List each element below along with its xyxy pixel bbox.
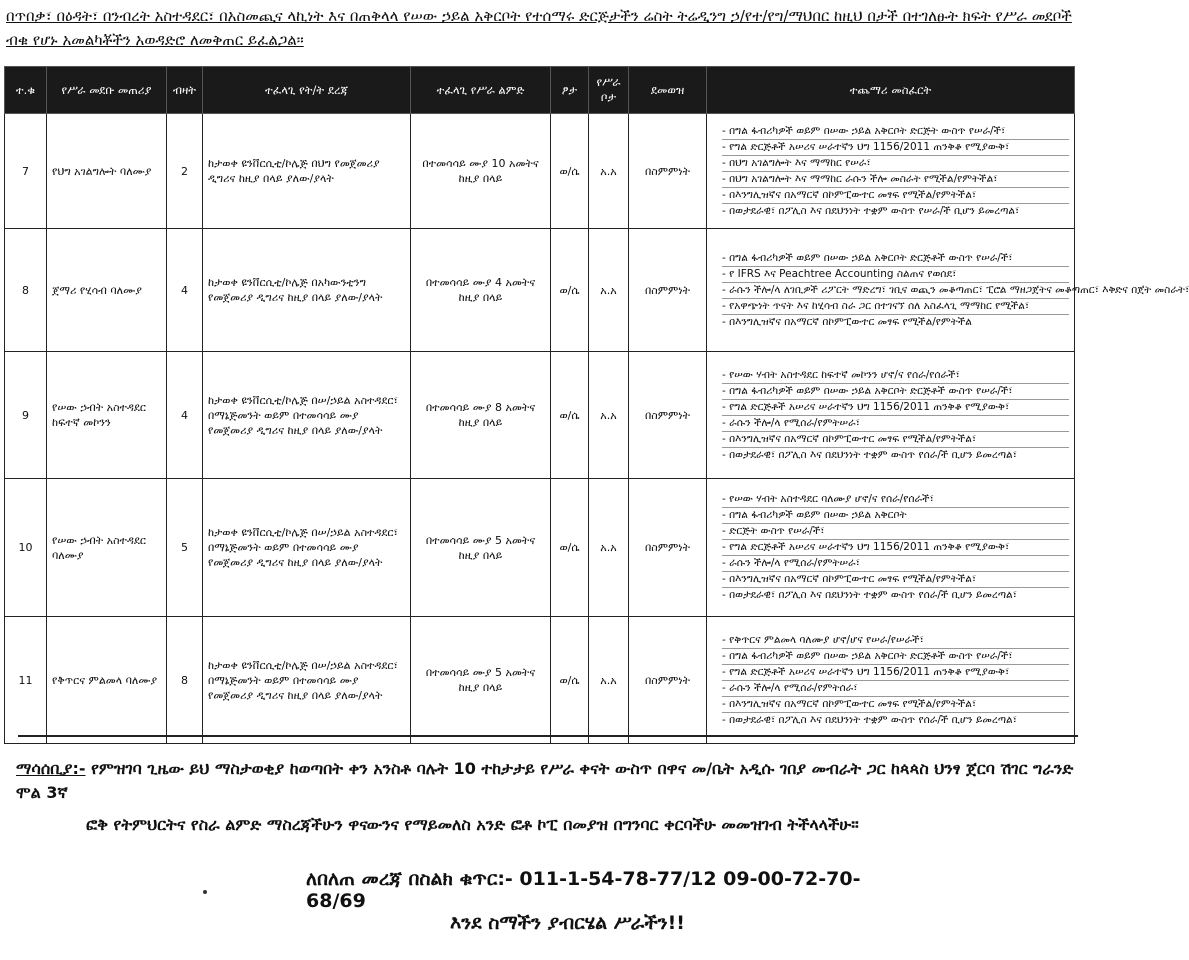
table-row: [5, 479, 1075, 617]
requirement-item: - ራሱን ችሎ/ላ ለገቢዎች ሪፖርት ማድረግ፣ ገቢና ወጪን መቆጣጠር፣ ፒሮል ማዘጋጀትና መቆጣጠር፣ እቅድና በጀት መስራት፣: [722, 283, 1069, 299]
requirement-item: - በግል ፋብሪካዎች ወይም በሠው ኃይል አቅርቦት: [722, 508, 1069, 524]
cell-requirements: [707, 479, 1075, 617]
cell-qty: 4: [167, 352, 203, 479]
cell-salary: በስምምነት: [629, 352, 707, 479]
requirement-item: - በግል ፋብሪካዎች ወይም በሠው ኃይል አቅርቦት ድርጅቶች ውስጥ የሠራ/ች፣: [722, 384, 1069, 400]
requirement-item: - የግል ድርጅቶች አሠሪና ሠራተኛን ህግ 1156/2011 ጠንቅቆ የሚያውቅ፣: [722, 540, 1069, 556]
table-header-row: [5, 67, 1075, 114]
cell-education: ከታወቀ ዩንቨርሲቲ/ኮሌጅ በህግ የመጀመሪያ ዲግሪና ከዚያ በላይ ያለው/ያላት: [203, 114, 411, 229]
cell-requirements: [707, 352, 1075, 479]
cell-title: የቅጥርና ምልመላ ባለሙያ: [47, 617, 167, 744]
cell-place: አ.አ: [589, 479, 629, 617]
cell-title: ጀማሪ የሂሳብ ባለሙያ: [47, 229, 167, 352]
stray-dot: [203, 890, 207, 894]
cell-education: ከታወቀ ዩንቨርሲቲ/ኮሌጅ በአካውንቲንግ የመጀመሪያ ዲግሪና ከዚያ በላይ ያለው/ያላት: [203, 229, 411, 352]
requirement-item: - የቅጥርና ምልመላ ባለሙያ ሆኖ/ሆና የሠራ/የሠራች፣: [722, 633, 1069, 649]
cell-experience: በተመሳሳይ ሙያ 5 አመትና ከዚያ በላይ: [411, 479, 551, 617]
header-requirements: ተጨማሪ መስፈርት: [707, 67, 1075, 114]
table-row: [5, 617, 1075, 744]
requirements-list: [712, 368, 1069, 463]
cell-salary: በስምምነት: [629, 229, 707, 352]
requirement-item: - ራሱን ችሎ/ላ የሚሰራ/የምትሠራ፣: [722, 556, 1069, 572]
cell-title: የሠው ኃብት አስተዳደር ባለሙያ: [47, 479, 167, 617]
cell-no: 10: [5, 479, 47, 617]
cell-place: አ.አ: [589, 114, 629, 229]
note-text-1: የምዝገባ ጊዜው ይህ ማስታወቂያ ከወጣበት ቀን አንስቶ ባሉት 10 ተከታታይ የሥራ ቀናት ውስጥ በዋና መ/ቤት አዲሱ ገበያ መብራት ጋር ከጳጳስ ህንፃ ጀርባ ሽገር ግራንድ ሞል 3ኛ: [16, 759, 1074, 802]
cell-qty: 5: [167, 479, 203, 617]
header-salary: ደመወዝ: [629, 67, 707, 114]
requirement-item: - በግል ፋብሪካዎች ወይም በሠው ኃይል አቅርቦት ድርጅቶች ውስጥ የሠራ/ች፣: [722, 649, 1069, 665]
cell-place: አ.አ: [589, 352, 629, 479]
vacancy-table: [4, 66, 1189, 744]
requirement-item: - በወታደራዊ፣ በፖሊስ እና በደህንነት ተቋም ውስጥ የሰራ/ች ቢሆን ይመረጣል፣: [722, 588, 1069, 603]
cell-requirements: [707, 617, 1075, 744]
note-line-1: [16, 757, 1076, 805]
requirement-item: - በእንግሊዝኛና በአማርኛ በኮምፒውተር መፃፍ የሚችል/የምትችል፣: [722, 432, 1069, 448]
cell-qty: 2: [167, 114, 203, 229]
requirement-item: - በእንግሊዝኛና በአማርኛ በኮምፒውተር መፃፍ የሚችል/የምትችል፣: [722, 697, 1069, 713]
requirement-item: - በህግ አገልግሎት እና ማማከር ራሱን ችሎ መስራት የሚችል/የምትችል፣: [722, 172, 1069, 188]
closing-slogan: እንደ ስማችን ያብርሄል ሥራችን!!: [450, 912, 685, 934]
intro-paragraph: በጥበቃ፣ በዕዳት፣ በንብረት አስተዳደር፣ በአስመጪና ላኪነት እና በጠቅላላ የሠው ኃይል አቅርቦት የተሰማሩ ድርጅታችን ሬስት ትሬዲንግ ኃ/የተ/የግ/ማህበር ከዚህ በታች በተገለፁት ክፍት የሥራ መደቦች ብቁ የሆኑ አመልካቾችን አወዳድሮ ለመቅጠር ይፈልጋል።: [6, 7, 1072, 49]
header-place: የሥራ ቦታ: [589, 67, 629, 114]
cell-experience: በተመሳሳይ ሙያ 5 አመትና ከዚያ በላይ: [411, 617, 551, 744]
cell-salary: በስምምነት: [629, 617, 707, 744]
requirement-item: - የሠው ሃብት አስተዳደር ባለሙያ ሆኖ/ና የሰራ/የሰራች፣: [722, 492, 1069, 508]
note-line-2: ፎቅ የትምህርትና የስራ ልምድ ማስረጃችሁን ዋናውንና የማይመለስ አንድ ፎቶ ኮፒ በመያዝ በግንባር ቀርባችሁ መመዝገብ ትችላላችሁ።: [86, 815, 859, 834]
header-qty: ብዛት: [167, 67, 203, 114]
cell-no: 8: [5, 229, 47, 352]
requirement-item: - የሠው ሃብት አስተዳደር ከፍተኛ መኮንን ሆኖ/ና የሰራ/የሰራች፣: [722, 368, 1069, 384]
cell-sex: ወ/ሴ: [551, 352, 589, 479]
vacancy-table-container: [4, 66, 1189, 744]
cell-qty: 4: [167, 229, 203, 352]
requirement-item: - የግል ድርጅቶች አሠሪና ሠራተኛን ህግ 1156/2011 ጠንቅቆ የሚያውቅ፣: [722, 665, 1069, 681]
cell-salary: በስምምነት: [629, 114, 707, 229]
cell-education: ከታወቀ ዩንቨርሲቲ/ኮሌጅ በሠ/ኃይል አስተዳደር፣ በማኔጅመንት ወይም በተመሳሳይ ሙያ የመጀመሪያ ዲግሪና ከዚያ በላይ ያለው/ያላት: [203, 617, 411, 744]
header-title: የሥራ መደቡ መጠሪያ: [47, 67, 167, 114]
requirement-item: - የግል ድርጅቶች አሠሪና ሠራተኛን ህግ 1156/2011 ጠንቅቆ የሚያውቅ፣: [722, 400, 1069, 416]
requirements-list: [712, 633, 1069, 728]
requirement-item: - በወታደራዊ፣ በፖሊስ እና በደህንነት ተቋም ውስጥ የሰራ/ች ቢሆን ይመረጣል፣: [722, 713, 1069, 728]
requirement-item: - በወታደራዊ፣ በፖሊስ እና በደህንነት ተቋም ውስጥ የሰራ/ች ቢሆን ይመረጣል፣: [722, 448, 1069, 463]
table-row: [5, 114, 1075, 229]
note-label: ማሳሰቢያ:-: [16, 759, 86, 778]
cell-sex: ወ/ሴ: [551, 229, 589, 352]
requirements-list: [712, 251, 1189, 330]
cell-place: አ.አ: [589, 617, 629, 744]
header-sex: ፆታ: [551, 67, 589, 114]
cell-experience: በተመሳሳይ ሙያ 4 አመትና ከዚያ በላይ: [411, 229, 551, 352]
cell-requirements: [707, 229, 1189, 352]
footer-divider: [18, 735, 1078, 737]
requirement-item: - ራሱን ችሎ/ላ የሚሰራ/የምትሠራ፣: [722, 416, 1069, 432]
requirement-item: - በህግ አገልግሎት እና ማማከር የሠራ፣: [722, 156, 1069, 172]
cell-no: 9: [5, 352, 47, 479]
header-experience: ተፈላጊ የሥራ ልምድ: [411, 67, 551, 114]
requirement-item: - የግል ድርጅቶች አሠሪና ሠራተኛን ህግ 1156/2011 ጠንቅቆ የሚያውቅ፣: [722, 140, 1069, 156]
header-no: ተ.ቁ: [5, 67, 47, 114]
requirements-list: [712, 492, 1069, 603]
requirement-item: - የአዋጭነት ጥናት እና ከሂሳብ ስራ ጋር በተገናኘ ሰለ አስፈላጊ ማማከር የሚችል፣: [722, 299, 1069, 315]
cell-sex: ወ/ሴ: [551, 617, 589, 744]
cell-no: 7: [5, 114, 47, 229]
cell-title: የሠው ኃብት አስተዳደር ከፍተኛ መኮንን: [47, 352, 167, 479]
requirement-item: - በእንግሊዝኛና በአማርኛ በኮምፒውተር መፃፍ የሚችል/የምትችል፣: [722, 572, 1069, 588]
requirement-item: - በእንግሊዝኛና በአማርኛ በኮምፒውተር መፃፍ የሚችል/የምትችል: [722, 315, 1069, 330]
cell-education: ከታወቀ ዩንቨርሲቲ/ኮሌጅ በሠ/ኃይል አስተዳደር፣ በማኔጅመንት ወይም በተመሳሳይ ሙያ የመጀመሪያ ዲግሪና ከዚያ በላይ ያለው/ያላት: [203, 352, 411, 479]
requirement-item: - በግል ፋብሪካዎች ወይም በሠው ኃይል አቅርቦት ድርጅት ውስጥ የሠራ/ች፣: [722, 124, 1069, 140]
cell-salary: በስምምነት: [629, 479, 707, 617]
cell-experience: በተመሳሳይ ሙያ 8 አመትና ከዚያ በላይ: [411, 352, 551, 479]
requirement-item: - የ IFRS እና Peachtree Accounting ስልጠና የወሰደ፣: [722, 267, 1069, 283]
requirement-item: - በወታደራዊ፣ በፖሊስ እና በደህንነት ተቋም ውስጥ የሠራ/ች ቢሆን ይመረጣል፣: [722, 204, 1069, 219]
cell-place: አ.አ: [589, 229, 629, 352]
cell-sex: ወ/ሴ: [551, 114, 589, 229]
requirement-item: - ድርጅት ውስጥ የሠራ/ች፣: [722, 524, 1069, 540]
cell-sex: ወ/ሴ: [551, 479, 589, 617]
cell-education: ከታወቀ ዩንቨርሲቲ/ኮሌጅ በሠ/ኃይል አስተዳደር፣ በማኔጅመንት ወይም በተመሳሳይ ሙያ የመጀመሪያ ዲግሪና ከዚያ በላይ ያለው/ያላት: [203, 479, 411, 617]
cell-title: የህግ አገልግሎት ባለሙያ: [47, 114, 167, 229]
table-row: [5, 352, 1075, 479]
cell-no: 11: [5, 617, 47, 744]
cell-qty: 8: [167, 617, 203, 744]
requirement-item: - በግል ፋብሪካዎች ወይም በሠው ኃይል አቅርቦት ድርጅቶች ውስጥ የሠራ/ች፣: [722, 251, 1069, 267]
cell-requirements: [707, 114, 1075, 229]
header-education: ተፈላጊ የት/ት ደረጃ: [203, 67, 411, 114]
requirements-list: [712, 124, 1069, 219]
cell-experience: በተመሳሳይ ሙያ 10 አመትና ከዚያ በላይ: [411, 114, 551, 229]
contact-phone: ለበለጠ መረጃ በስልክ ቁጥር:- 011-1-54-78-77/12 09-00-72-70-68/69: [306, 868, 861, 912]
requirement-item: - ራሱን ችሎ/ላ የሚሰራ/የምትሰራ፣: [722, 681, 1069, 697]
table-row: [5, 229, 1075, 352]
requirement-item: - በእንግሊዝኛና በአማርኛ በኮምፒውተር መፃፍ የሚችል/የምትችል፣: [722, 188, 1069, 204]
